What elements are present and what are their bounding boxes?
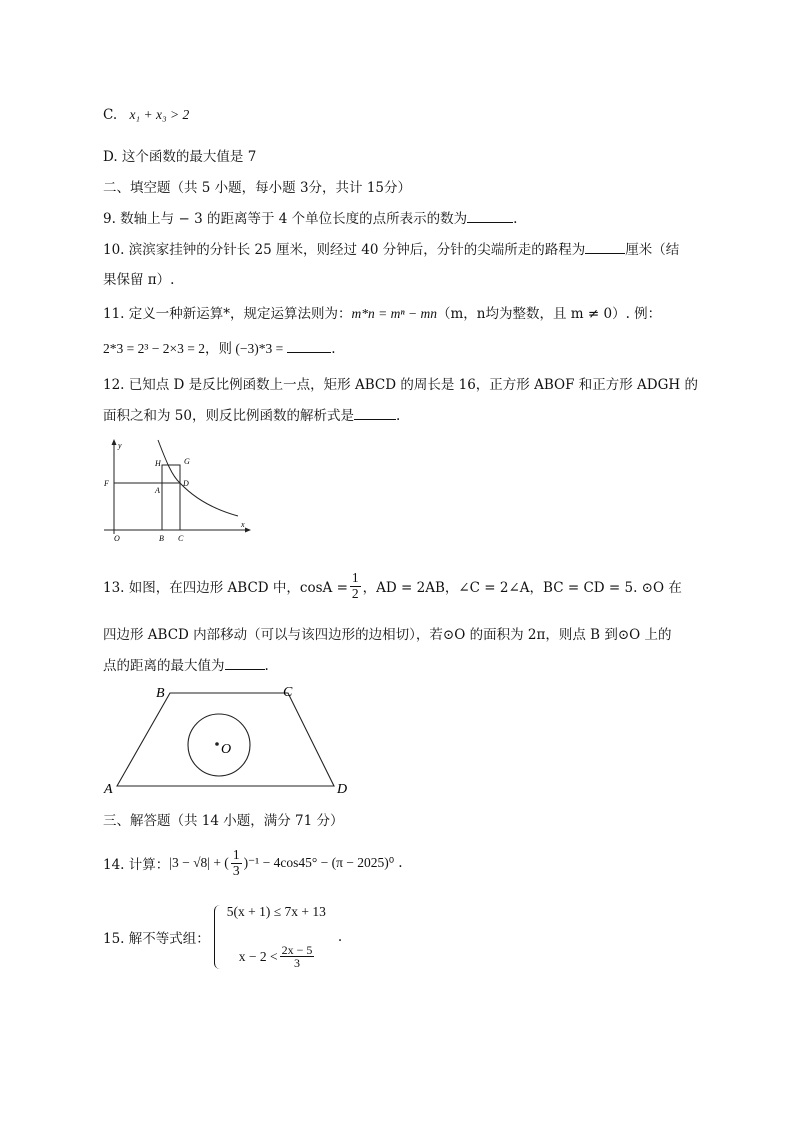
q11-end: . [331,341,336,357]
fig13-label-o: O [221,742,232,757]
question-11-line2 [103,337,336,357]
q11-post: （m，n均为整数，且 m ≠ 0）. 例： [437,306,662,322]
option-c-label: C. [103,107,118,123]
q11-pre: 11. 定义一种新运算*，规定运算法则为： [103,306,352,322]
q9-end: . [513,211,518,227]
fig12-y-arrow [112,439,117,445]
question-11-line1 [103,302,661,322]
q10-line1-end: 厘米（结 [625,242,680,258]
question-15 [103,902,342,972]
question-14 [103,840,402,886]
q15-prefix: 15. 解不等式组： [103,931,210,947]
q15-system [227,904,326,970]
q13-end: . [264,658,269,674]
fig12-label-o: O [114,534,120,543]
option-c [103,107,189,123]
figure-13 [100,680,360,798]
question-13-line3 [103,654,269,674]
q13-line1-a: 13. 如图，在四边形 ABCD 中，cosA = [103,580,348,596]
q14-fraction [231,848,242,877]
fig12-label-c: C [178,534,184,543]
q15-end: . [337,929,343,945]
question-12-line1: 12. 已知点 D 是反比例函数上一点，矩形 ABCD 的周长是 16，正方形 ABOF 和正方形 ADGH 的 [103,377,698,393]
q14-expr-a: |3 − √8| + ( [169,855,229,870]
q10-blank [585,241,625,254]
figure-12 [96,436,256,546]
fig12-hyperbola [158,440,238,516]
q9-text: 9. 数轴上与 − 3 的距离等于 4 个单位长度的点所表示的数为 [103,211,468,227]
fig13-label-d: D [337,782,348,797]
q14-end: . [398,855,403,871]
fig12-label-g: G [184,457,190,466]
fig13-circle-o [188,714,250,776]
q15-fraction [280,944,315,970]
q15-ineq2-a: x − 2 < [238,948,278,964]
q14-expr-b: )⁻¹ − 4cos45° − (π − 2025)⁰ [243,855,395,870]
q14-frac-den: 3 [232,862,240,878]
option-c-expr: x₁ + x₃ > 2 [129,107,190,122]
q9-blank [467,210,513,223]
option-d: D. 这个函数的最大值是 7 [103,149,257,165]
q12-line2: 面积之和为 50，则反比例函数的解析式是 [103,408,354,424]
fig13-label-c: C [283,685,293,700]
q13-blank [225,657,265,670]
fig12-rect-abcd [162,483,180,530]
fig13-center-dot [215,742,219,746]
q15-brace [214,905,221,969]
question-10-line2: 果保留 π）. [103,272,175,288]
q13-line3: 点的距离的最大值为 [103,658,225,674]
question-13-line1 [103,566,682,606]
q11-blank [287,340,331,353]
q14-prefix: 14. 计算： [103,857,170,873]
q10-line1: 10. 滨滨家挂钟的分针长 25 厘米，则经过 40 分钟后，分针的尖端所走的路程为 [103,242,586,258]
question-12-line2 [103,404,400,424]
fig12-label-a: A [155,486,160,495]
q15-frac-den: 3 [294,956,301,971]
q15-frac-num: 2x − 5 [281,942,313,957]
q11-rule: m*n = mⁿ − mn [351,306,437,321]
q13-line1-b: ，AD = 2AB，∠C = 2∠A，BC = CD = 5. ⊙O 在 [362,580,682,596]
section-2-title: 二、填空题（共 5 小题，每小题 3分，共计 15分） [103,180,412,196]
q12-end: . [395,408,401,424]
q15-ineq2 [227,944,326,970]
fig12-label-h: H [155,459,161,468]
fig13-label-b: B [156,686,165,701]
q13-frac-den: 2 [351,585,359,601]
question-9 [103,207,517,227]
q15-ineq1: 5(x + 1) ≤ 7x + 13 [226,904,326,919]
fig12-x-arrow [245,528,251,533]
q13-frac-num: 1 [351,570,359,586]
q11-example: 2*3 = 2³ − 2×3 = 2，则 (−3)*3 = [103,341,284,356]
q13-fraction [350,571,361,600]
question-10-line1 [103,238,679,258]
question-13-line2: 四边形 ABCD 内部移动（可以与该四边形的边相切），若⊙O 的面积为 2π，则点 B 到⊙O 上的 [103,627,672,643]
fig12-label-b: B [159,534,164,543]
fig13-trapezoid [117,693,334,786]
fig12-label-f: F [104,479,109,488]
fig12-label-x: x [241,520,245,529]
fig13-label-a: A [104,782,113,797]
q14-frac-num: 1 [232,847,240,863]
section-3-title: 三、解答题（共 14 小题，满分 71 分） [103,813,344,829]
fig12-label-d: D [183,479,189,488]
fig12-label-y: y [118,441,122,450]
q12-blank [354,407,396,420]
